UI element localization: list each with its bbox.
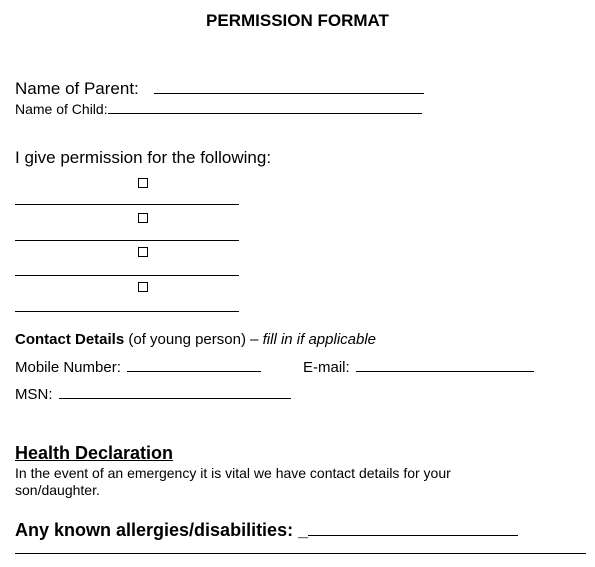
allergies-row bbox=[15, 520, 518, 541]
contact-details-heading: Contact Details bbox=[15, 331, 125, 348]
bottom-divider bbox=[15, 553, 586, 554]
health-declaration-line-2: son/daughter. bbox=[15, 482, 100, 498]
msn-row bbox=[15, 386, 291, 403]
permission-checkbox-1[interactable] bbox=[138, 178, 148, 188]
permission-line-1[interactable] bbox=[15, 204, 239, 205]
child-name-field[interactable] bbox=[108, 113, 422, 114]
permission-line-3[interactable] bbox=[15, 275, 239, 276]
child-name-label: Name of Child: bbox=[15, 101, 108, 117]
email-row bbox=[303, 359, 534, 376]
parent-name-field[interactable] bbox=[154, 93, 424, 94]
mobile-field[interactable] bbox=[127, 371, 261, 372]
allergies-field[interactable] bbox=[308, 535, 518, 536]
msn-field[interactable] bbox=[59, 398, 291, 399]
health-declaration-text bbox=[15, 465, 451, 499]
permission-checkbox-4[interactable] bbox=[138, 282, 148, 292]
allergies-label: Any known allergies/disabilities: _ bbox=[15, 520, 309, 540]
permission-label: I give permission for the following: bbox=[15, 148, 272, 167]
mobile-row bbox=[15, 359, 261, 376]
contact-details-note: fill in if applicable bbox=[262, 331, 377, 348]
parent-name-row bbox=[15, 79, 424, 99]
page-title: PERMISSION FORMAT bbox=[206, 11, 389, 30]
permission-checkbox-2[interactable] bbox=[138, 213, 148, 223]
permission-line-4[interactable] bbox=[15, 311, 239, 312]
contact-details-heading-row bbox=[15, 331, 376, 348]
msn-label: MSN: bbox=[15, 386, 53, 403]
email-field[interactable] bbox=[356, 371, 534, 372]
contact-details-paren: (of young person) – bbox=[128, 331, 259, 348]
child-name-row bbox=[15, 101, 422, 117]
permission-line-2[interactable] bbox=[15, 240, 239, 241]
email-label: E-mail: bbox=[303, 359, 350, 376]
permission-checkbox-3[interactable] bbox=[138, 247, 148, 257]
parent-name-label: Name of Parent: bbox=[15, 79, 139, 98]
health-declaration-line-1: In the event of an emergency it is vital we have contact details for your bbox=[15, 465, 451, 481]
health-declaration-heading: Health Declaration bbox=[15, 443, 174, 463]
mobile-label: Mobile Number: bbox=[15, 359, 121, 376]
